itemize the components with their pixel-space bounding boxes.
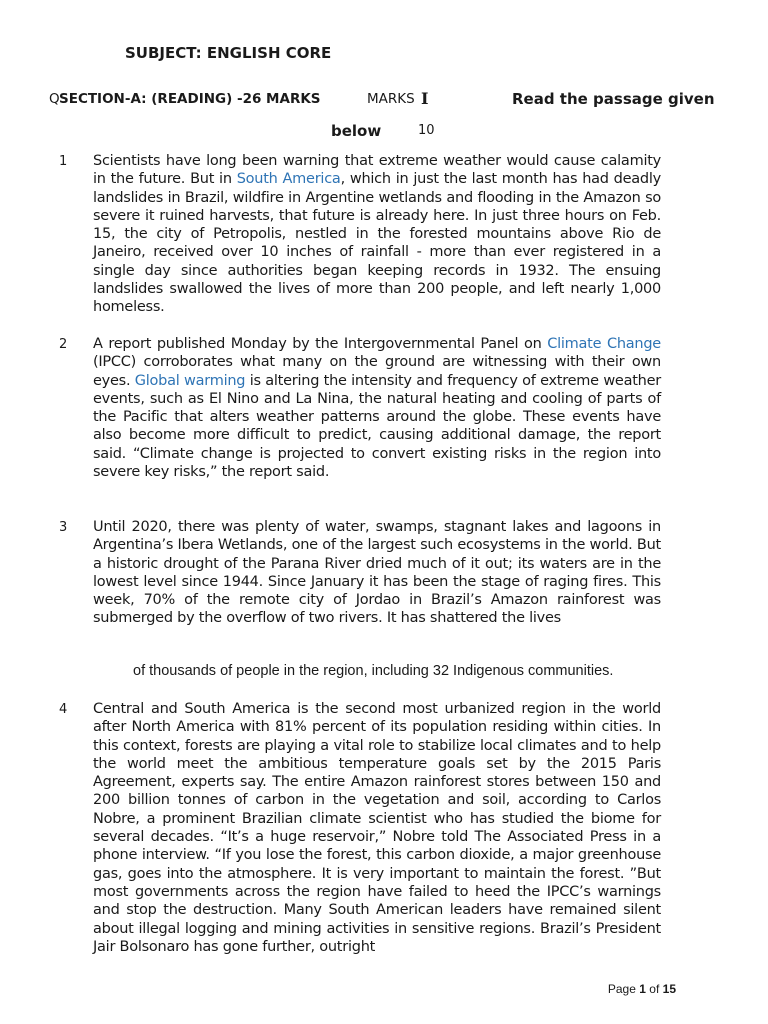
subject-heading: SUBJECT: ENGLISH CORE — [125, 44, 332, 62]
marks-value: 10 — [418, 123, 435, 138]
instruction-text: Read the passage given — [512, 90, 715, 108]
paragraph-number: 4 — [59, 702, 68, 717]
paragraph-4 — [93, 700, 661, 956]
page-footer — [608, 982, 676, 996]
paragraph-text: Until 2020, there was plenty of water, swamps, stagnant lakes and lagoons in Argentina’s Ibera Wetlands, one of the largest such ecosystems in the world. But a historic drought of the Parana River dried much of it out; its waters are in the lowest level since 1944. Since January it has been the stage of raging fires. This week, 70% of the remote city of Jordao in Brazil’s Amazon rainforest was submerged by the overflow of two rivers. It has shattered the lives — [93, 519, 661, 627]
paragraph-number: 2 — [59, 337, 68, 352]
page-number: 1 — [639, 982, 646, 996]
paragraph-number: 3 — [59, 520, 68, 535]
section-title: SECTION-A: (READING) -26 MARKS — [59, 91, 321, 107]
paragraph-text: , which in just the last month has had deadly landslides in Brazil, wildfire in Argentine wetlands and flooding in the Amazon so severe it ruined harvests, that future is already here. In just three hours on Feb. 15, the city of Petropolis, nestled in the forested mountains above Rio de Janeiro, received over 10 inches of rainfall - more than ever registered in a single day since authorities began keeping records in 1932. The ensuing landslides swallowed the lives of more than 200 people, and left nearly 1,000 homeless. — [93, 171, 661, 316]
south-america-link[interactable]: South America — [236, 171, 341, 188]
paragraph-text: is altering the intensity and frequency of extreme weather events, such as El Nino and La Nina, the natural heating and cooling of parts of the Pacific that alters weather patterns around the globe. These events have also become more difficult to predict, causing additional damage, the report said. “Climate change is projected to convert existing risks in the region into severe key risks,” the report said. — [93, 372, 661, 481]
marks-label: MARKS — [367, 91, 415, 107]
global-warming-link[interactable]: Global warming — [134, 372, 246, 389]
of-word: of — [649, 982, 660, 996]
paragraph-text: Scientists have long been warning that extreme weather would cause calamity in the future. But in — [93, 153, 661, 188]
paragraph-text: (IPCC) corroborates what many on the ground are witnessing with their own eyes. — [93, 354, 661, 389]
paragraph-text: Central and South America is the second most urbanized region in the world after North America with 81% percent of its population residing within cities. In this context, forests are playing a vital role to stabilize local climates and to help the world meet the ambitious temperature goals set by the 2015 Paris Agreement, experts say. The entire Amazon rainforest stores between 150 and 200 billion tonnes of carbon in the vegetation and soil, according to Carlos Nobre, a prominent Brazilian climate scientist who has studied the biome for several decades. “It’s a huge reservoir,” Nobre told The Associated Press in a phone interview. “If you lose the forest, this carbon dioxide, a major greenhouse gas, goes into the atmosphere. It is very important to maintain the forest. ”But most governments across the region have failed to heed the IPCC’s warnings and stop the destruction. Many South American leaders have remained silent about illegal logging and mining activities in sensitive regions. Brazil’s President Jair Bolsonaro has gone further, outright — [93, 701, 661, 955]
instruction-below-text: below — [331, 122, 382, 140]
paragraph-3-continuation: of thousands of people in the region, including 32 Indigenous communities. — [133, 663, 614, 679]
marks-numeral: I — [421, 89, 429, 108]
section-prefix: Q — [49, 91, 60, 107]
page-word: Page — [607, 982, 636, 996]
paragraph-text: A report published Monday by the Intergovernmental Panel on — [93, 336, 548, 352]
paragraph-2 — [93, 335, 661, 481]
paragraph-3 — [93, 518, 661, 628]
page-total: 15 — [662, 982, 676, 996]
paragraph-number: 1 — [59, 154, 68, 169]
climate-change-link[interactable]: Climate Change — [547, 336, 661, 352]
paragraph-1 — [93, 152, 661, 317]
